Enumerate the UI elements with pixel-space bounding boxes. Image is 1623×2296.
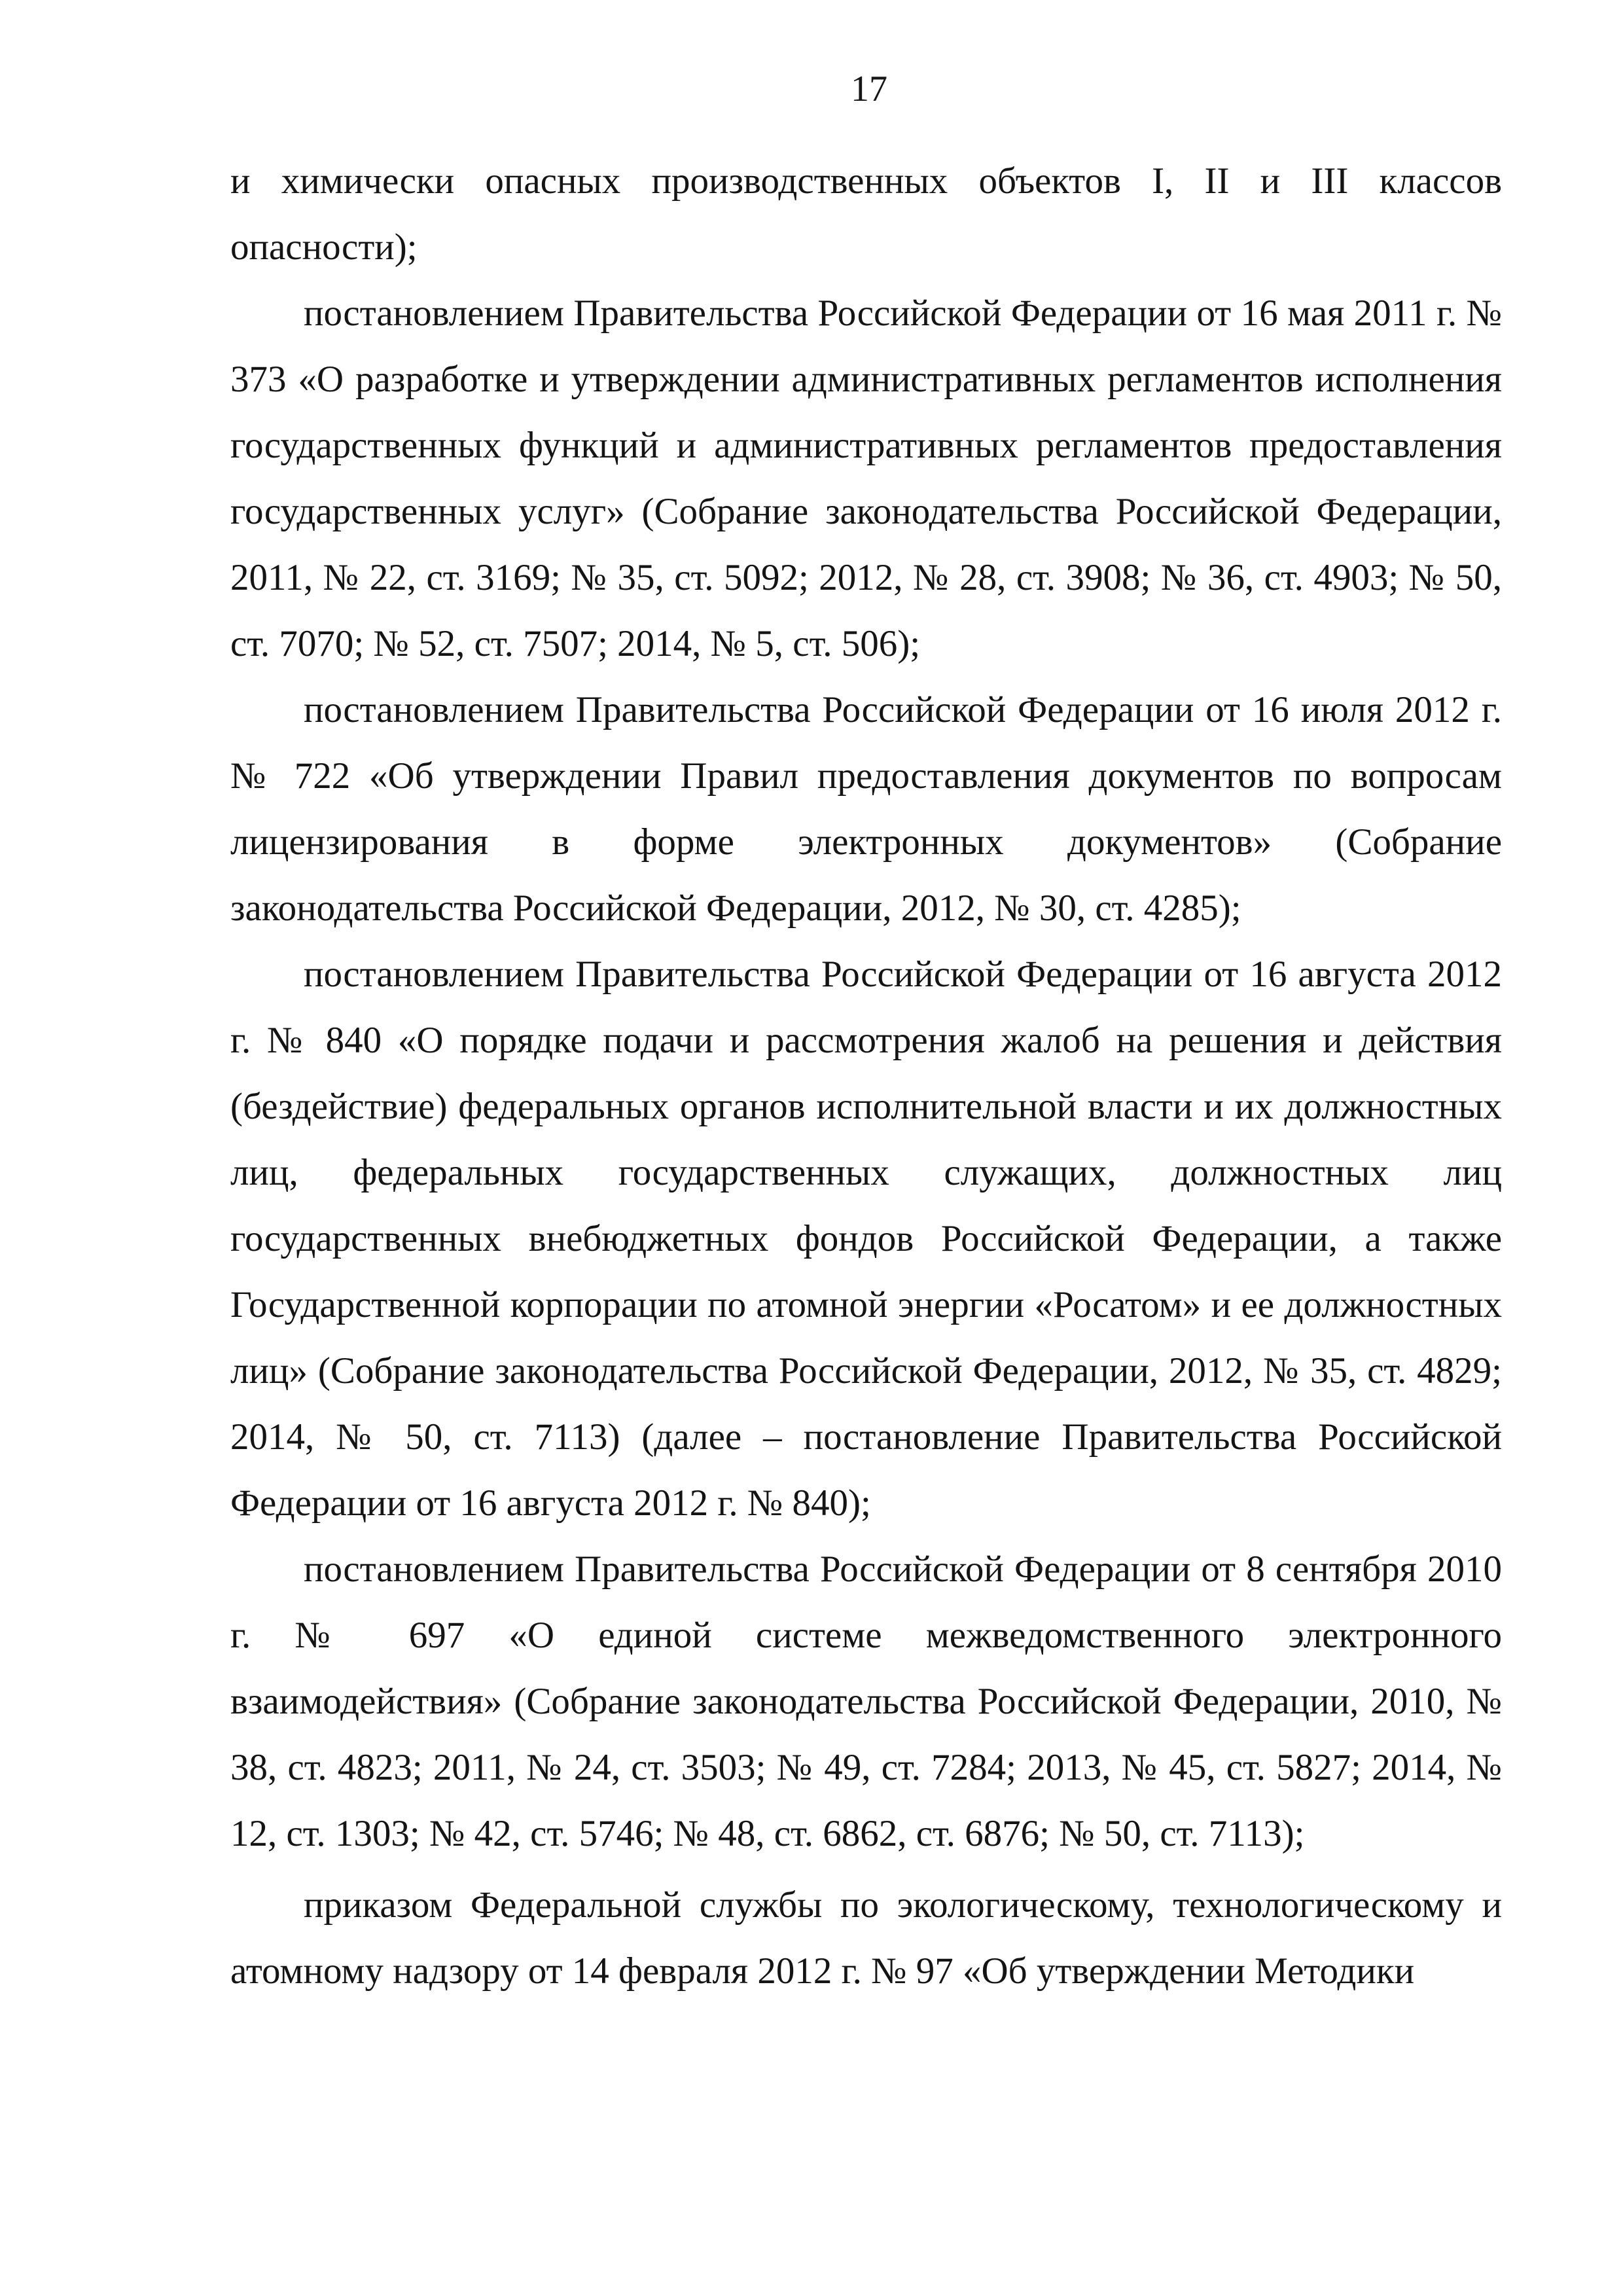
paragraph-decree-697: постановлением Правительства Российской Федерации от 8 сентября 2010 г. № 697 «О единой системе межведомственного электронного взаимодействия» (Собрание законодательства Российской Федерации, 2010, № 38, ст. 4823; 2011, № 24, ст. 3503; № 49, ст. 7284; 2013, № 45, ст. 5827; 2014, № 12, ст. 1303; № 42, ст. 5746; № 48, ст. 6862, ст. 6876; № 50, ст. 7113); (230, 1549, 1502, 1854)
paragraph-decree-722: постановлением Правительства Российской Федерации от 16 июля 2012 г. № 722 «Об утверждении Правил предоставления документов по вопросам лицензирования в форме электронных документов» (Собрание законодательства Российской Федерации, 2012, № 30, ст. 4285); (230, 689, 1502, 929)
page-number: 17 (851, 69, 887, 109)
paragraph-order-97: приказом Федеральной службы по экологическому, технологическому и атомному надзору от 14 февраля 2012 г. № 97 «Об утверждении Методики (230, 1884, 1502, 1992)
paragraph-decree-840: постановлением Правительства Российской Федерации от 16 августа 2012 г. № 840 «О порядке подачи и рассмотрения жалоб на решения и действия (бездействие) федеральных органов исполнительной власти и их должностных лиц, федеральных государственных служащих, должностных лиц государственных внебюджетных фондов Российской Федерации, а также Государственной корпорации по атомной энергии «Росатом» и ее должностных лиц» (Собрание законодательства Российской Федерации, 2012, № 35, ст. 4829; 2014, № 50, ст. 7113) (далее – постановление Правительства Российской Федерации от 16 августа 2012 г. № 840); (230, 954, 1502, 1524)
paragraph-decree-373: постановлением Правительства Российской Федерации от 16 мая 2011 г. № 373 «О разработке и утверждении административных регламентов исполнения государственных функций и административных регламентов предоставления государственных услуг» (Собрание законодательства Российской Федерации, 2011, № 22, ст. 3169; № 35, ст. 5092; 2012, № 28, ст. 3908; № 36, ст. 4903; № 50, ст. 7070; № 52, ст. 7507; 2014, № 5, ст. 506); (230, 293, 1502, 664)
document-body (230, 148, 1502, 2004)
paragraph-continuation: и химически опасных производственных объектов I, II и III классов опасности); (230, 160, 1502, 268)
